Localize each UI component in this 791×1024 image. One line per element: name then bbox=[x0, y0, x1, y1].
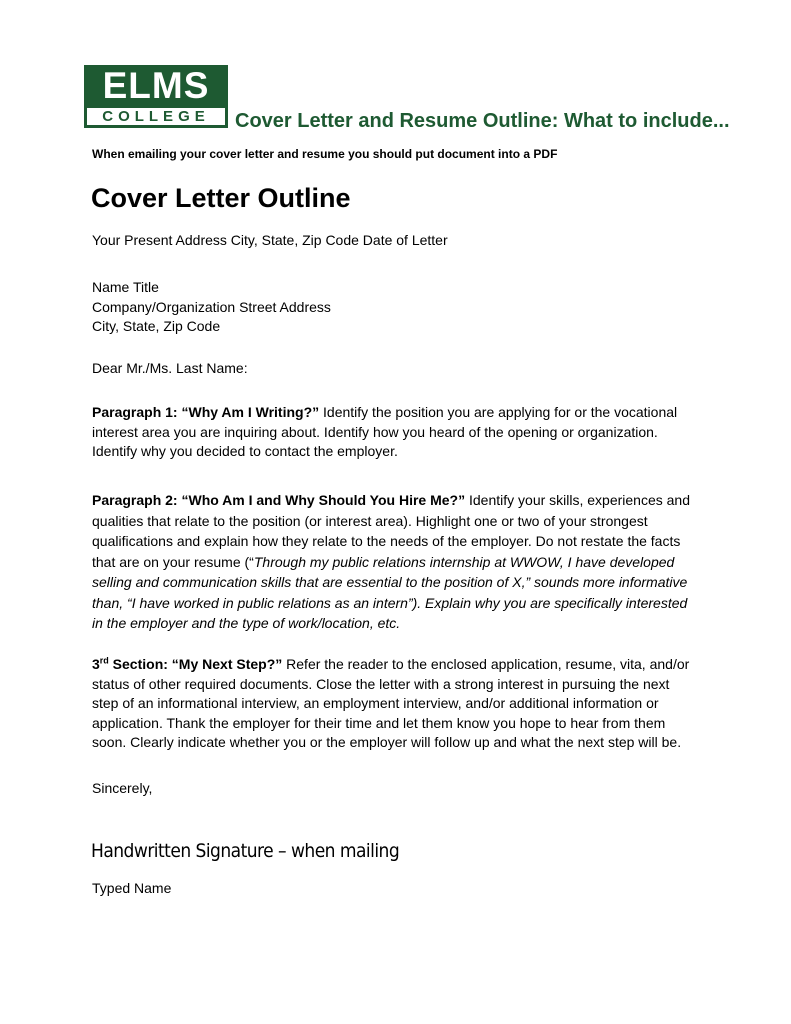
paragraph-2 bbox=[92, 490, 712, 634]
sender-address: Your Present Address City, State, Zip Code Date of Letter bbox=[92, 232, 448, 248]
section-3-line-4: application. Thank the employer for their time and let them know you hope to hear from them bbox=[92, 714, 666, 731]
paragraph-2-line-4-italic: Through my public relations internship at WWOW, I have developed bbox=[253, 553, 675, 570]
paragraph-2-line-6: than, “I have worked in public relations as an intern”). Explain why you are specifically interested bbox=[92, 594, 688, 611]
section-3-ordinal: rd bbox=[99, 655, 109, 666]
salutation bbox=[92, 359, 712, 379]
section-3-label: Section: “My Next Step?” bbox=[108, 656, 283, 672]
section-3-line-2: status of other required documents. Close the letter with a strong interest in pursuing the next bbox=[92, 675, 670, 692]
paragraph-2-line-7: in the employer and the type of work/location, etc. bbox=[92, 615, 401, 631]
paragraph-1-line-1: Identify the position you are applying for or the vocational bbox=[319, 404, 678, 420]
section-3-line-5: soon. Clearly indicate whether you or the employer will follow up and what the next step will be. bbox=[92, 734, 682, 750]
recipient-city-state-zip: City, State, Zip Code bbox=[92, 318, 221, 334]
paragraph-2-line-2: qualities that relate to the position (or interest area). Highlight one or two of your strongest bbox=[92, 512, 648, 529]
paragraph-2-line-4: that are on your resume (“ bbox=[92, 553, 254, 570]
typed-name-text: Typed Name bbox=[92, 880, 172, 896]
paragraph-2-label: Paragraph 2: “Who Am I and Why Should You Hire Me?” bbox=[92, 492, 466, 508]
paragraph-1-line-3: Identify why you decided to contact the employer. bbox=[92, 443, 398, 459]
paragraph-1-label: Paragraph 1: “Why Am I Writing?” bbox=[92, 404, 320, 420]
paragraph-2-line-5: selling and communication skills that are essential to the position of X,” sounds more informative bbox=[92, 574, 688, 590]
paragraph-2-line-3: qualifications and explain how they relate to the needs of the employer. Do not restate the facts bbox=[92, 533, 681, 549]
paragraph-1 bbox=[92, 403, 712, 462]
signature-placeholder: Handwritten Signature – when mailing bbox=[91, 840, 400, 862]
sender-line bbox=[92, 231, 712, 251]
section-3-line-1: Refer the reader to the enclosed application, resume, vita, and/or bbox=[282, 656, 690, 672]
recipient-company-address: Company/Organization Street Address bbox=[92, 298, 331, 315]
logo-wordmark-elms: ELMS bbox=[102, 65, 210, 106]
section-3-line-3: step of an informational interview, an employment interview, and/or additional information or bbox=[92, 695, 659, 711]
section-3 bbox=[92, 655, 712, 753]
closing bbox=[92, 779, 712, 799]
recipient-name-title: Name Title bbox=[92, 279, 159, 295]
section-3-number: 3 bbox=[92, 656, 100, 672]
typed-name bbox=[92, 879, 712, 899]
logo-wordmark-college: COLLEGE bbox=[87, 108, 225, 125]
salutation-text: Dear Mr./Ms. Last Name: bbox=[92, 360, 248, 376]
recipient-block bbox=[92, 278, 712, 337]
closing-text: Sincerely, bbox=[92, 780, 153, 796]
section-title: Cover Letter Outline bbox=[91, 183, 351, 213]
paragraph-2-line-1: Identify your skills, experiences and bbox=[465, 492, 690, 508]
elms-college-logo bbox=[84, 65, 228, 128]
pdf-note: When emailing your cover letter and resume you should put document into a PDF bbox=[92, 147, 558, 161]
page-heading: Cover Letter and Resume Outline: What to include... bbox=[235, 110, 730, 132]
paragraph-1-line-2: interest area you are inquiring about. Identify how you heard of the opening or organization. bbox=[92, 423, 658, 440]
